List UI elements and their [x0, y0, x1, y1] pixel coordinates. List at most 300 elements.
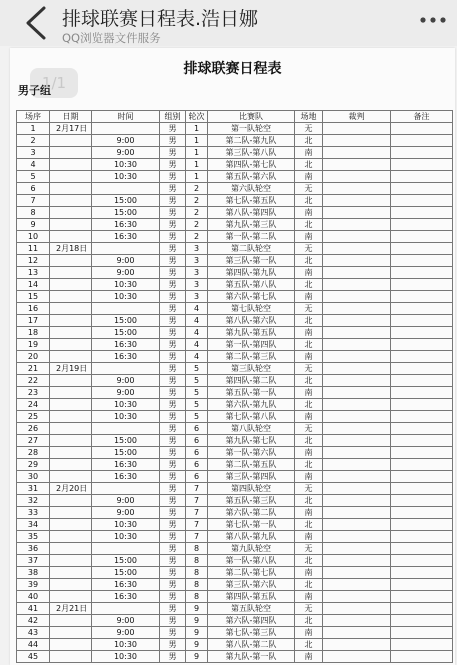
- table-cell: [323, 567, 391, 579]
- table-cell: [323, 243, 391, 255]
- table-cell: 男: [160, 207, 186, 219]
- table-cell: 第一队-第二队: [208, 231, 295, 243]
- table-cell: 北: [295, 135, 323, 147]
- section-label: 男子组: [18, 84, 51, 97]
- table-cell: 15:00: [92, 435, 160, 447]
- table-row: [17, 123, 453, 135]
- table-cell: [323, 483, 391, 495]
- table-row: [17, 387, 453, 399]
- table-cell: [323, 195, 391, 207]
- table-cell: [391, 615, 453, 627]
- table-cell: [323, 387, 391, 399]
- table-cell: 3: [17, 147, 50, 159]
- table-row: [17, 207, 453, 219]
- table-row: [17, 255, 453, 267]
- table-cell: 北: [295, 435, 323, 447]
- table-cell: 无: [295, 423, 323, 435]
- table-cell: [323, 435, 391, 447]
- table-cell: [50, 447, 92, 459]
- table-cell: 男: [160, 231, 186, 243]
- column-header: 组别: [160, 111, 186, 123]
- table-cell: 南: [295, 591, 323, 603]
- table-cell: [50, 267, 92, 279]
- table-cell: 北: [295, 615, 323, 627]
- table-row: [17, 555, 453, 567]
- table-row: [17, 639, 453, 651]
- table-row: [17, 519, 453, 531]
- table-cell: 无: [295, 483, 323, 495]
- table-cell: [323, 171, 391, 183]
- table-row: [17, 159, 453, 171]
- table-row: [17, 183, 453, 195]
- table-cell: [391, 639, 453, 651]
- column-header: 比赛队: [208, 111, 295, 123]
- table-cell: 男: [160, 315, 186, 327]
- table-cell: 10:30: [92, 291, 160, 303]
- table-cell: 16:30: [92, 231, 160, 243]
- table-cell: 8: [186, 591, 208, 603]
- table-cell: [50, 339, 92, 351]
- table-row: [17, 147, 453, 159]
- table-cell: 22: [17, 375, 50, 387]
- table-cell: 4: [186, 327, 208, 339]
- table-cell: 第一队-第八队: [208, 555, 295, 567]
- table-cell: 1: [186, 147, 208, 159]
- table-cell: 第六队-第二队: [208, 507, 295, 519]
- table-cell: 男: [160, 447, 186, 459]
- table-cell: 男: [160, 627, 186, 639]
- table-cell: 北: [295, 375, 323, 387]
- table-cell: 4: [186, 315, 208, 327]
- table-cell: 3: [186, 267, 208, 279]
- table-cell: 南: [295, 327, 323, 339]
- table-cell: 3: [186, 255, 208, 267]
- table-cell: 9:00: [92, 255, 160, 267]
- table-cell: [50, 471, 92, 483]
- table-cell: 第三队-第八队: [208, 147, 295, 159]
- table-row: [17, 603, 453, 615]
- table-cell: 6: [186, 459, 208, 471]
- table-cell: [391, 387, 453, 399]
- table-cell: [323, 339, 391, 351]
- table-cell: [50, 183, 92, 195]
- table-cell: [50, 171, 92, 183]
- table-cell: 北: [295, 279, 323, 291]
- table-cell: 第八队-第六队: [208, 315, 295, 327]
- table-cell: [323, 471, 391, 483]
- table-header-row: [17, 111, 453, 123]
- table-cell: 男: [160, 363, 186, 375]
- table-row: [17, 411, 453, 423]
- table-cell: 第八队-第九队: [208, 531, 295, 543]
- table-cell: [391, 279, 453, 291]
- table-cell: 16:30: [92, 579, 160, 591]
- table-cell: 第九队-第七队: [208, 435, 295, 447]
- table-cell: 无: [295, 243, 323, 255]
- table-cell: [391, 651, 453, 663]
- table-cell: 5: [186, 375, 208, 387]
- table-cell: 25: [17, 411, 50, 423]
- table-cell: 2月18日: [50, 243, 92, 255]
- table-cell: 10: [17, 231, 50, 243]
- table-cell: 男: [160, 255, 186, 267]
- table-cell: 15:00: [92, 327, 160, 339]
- table-cell: [323, 135, 391, 147]
- table-cell: 3: [186, 291, 208, 303]
- table-cell: 男: [160, 459, 186, 471]
- table-cell: 第一队-第四队: [208, 339, 295, 351]
- table-cell: 42: [17, 615, 50, 627]
- table-cell: [391, 543, 453, 555]
- table-cell: 男: [160, 159, 186, 171]
- table-cell: [391, 291, 453, 303]
- table-cell: 43: [17, 627, 50, 639]
- table-cell: 16:30: [92, 471, 160, 483]
- table-cell: 16:30: [92, 459, 160, 471]
- table-cell: 9: [186, 603, 208, 615]
- table-cell: 15:00: [92, 447, 160, 459]
- table-cell: 男: [160, 123, 186, 135]
- table-cell: 第九队-第五队: [208, 327, 295, 339]
- table-cell: [92, 363, 160, 375]
- table-row: [17, 363, 453, 375]
- table-cell: 15:00: [92, 567, 160, 579]
- table-cell: 男: [160, 555, 186, 567]
- table-cell: 6: [186, 471, 208, 483]
- table-cell: 男: [160, 603, 186, 615]
- table-row: [17, 231, 453, 243]
- table-cell: 8: [186, 555, 208, 567]
- table-cell: 20: [17, 351, 50, 363]
- table-cell: [391, 315, 453, 327]
- table-cell: 男: [160, 147, 186, 159]
- table-cell: 39: [17, 579, 50, 591]
- table-cell: [323, 303, 391, 315]
- table-cell: [50, 351, 92, 363]
- table-cell: 南: [295, 471, 323, 483]
- table-cell: 第四队-第二队: [208, 375, 295, 387]
- table-cell: [391, 231, 453, 243]
- table-cell: [323, 579, 391, 591]
- table-cell: 10:30: [92, 171, 160, 183]
- table-cell: 男: [160, 615, 186, 627]
- table-cell: 男: [160, 291, 186, 303]
- table-cell: 南: [295, 531, 323, 543]
- table-cell: [50, 159, 92, 171]
- table-cell: [323, 315, 391, 327]
- table-cell: 南: [295, 411, 323, 423]
- table-cell: 北: [295, 579, 323, 591]
- table-row: [17, 267, 453, 279]
- table-cell: 6: [186, 447, 208, 459]
- table-cell: [323, 183, 391, 195]
- table-cell: 9:00: [92, 267, 160, 279]
- table-cell: 男: [160, 183, 186, 195]
- table-cell: 2: [186, 219, 208, 231]
- table-cell: 34: [17, 519, 50, 531]
- table-cell: [323, 327, 391, 339]
- table-cell: 14: [17, 279, 50, 291]
- table-cell: 5: [186, 399, 208, 411]
- table-cell: 4: [186, 339, 208, 351]
- table-cell: [323, 519, 391, 531]
- table-cell: [323, 495, 391, 507]
- table-cell: 36: [17, 543, 50, 555]
- table-cell: 第七队-第五队: [208, 195, 295, 207]
- table-row: [17, 531, 453, 543]
- table-cell: 24: [17, 399, 50, 411]
- table-cell: 31: [17, 483, 50, 495]
- table-cell: 2月17日: [50, 123, 92, 135]
- table-row: [17, 195, 453, 207]
- table-cell: [50, 375, 92, 387]
- table-cell: [50, 255, 92, 267]
- table-cell: [50, 627, 92, 639]
- table-cell: [323, 591, 391, 603]
- table-cell: 7: [186, 495, 208, 507]
- table-cell: [391, 171, 453, 183]
- table-cell: [391, 423, 453, 435]
- table-cell: [323, 399, 391, 411]
- table-cell: 第六队-第七队: [208, 291, 295, 303]
- table-cell: 北: [295, 159, 323, 171]
- table-cell: 无: [295, 543, 323, 555]
- table-cell: 北: [295, 399, 323, 411]
- document-page[interactable]: [10, 48, 455, 665]
- table-cell: 南: [295, 627, 323, 639]
- table-cell: [50, 411, 92, 423]
- table-cell: 44: [17, 639, 50, 651]
- table-cell: 无: [295, 303, 323, 315]
- table-cell: 第八队-第二队: [208, 639, 295, 651]
- table-cell: 北: [295, 555, 323, 567]
- table-row: [17, 543, 453, 555]
- table-cell: 8: [186, 543, 208, 555]
- table-cell: 16:30: [92, 219, 160, 231]
- table-cell: [391, 135, 453, 147]
- table-cell: 27: [17, 435, 50, 447]
- table-cell: 男: [160, 195, 186, 207]
- table-cell: 北: [295, 639, 323, 651]
- table-cell: 第五队-第一队: [208, 387, 295, 399]
- table-cell: 8: [186, 579, 208, 591]
- table-cell: [323, 531, 391, 543]
- table-cell: [391, 207, 453, 219]
- table-cell: [323, 603, 391, 615]
- table-cell: 10:30: [92, 519, 160, 531]
- table-cell: 第六队轮空: [208, 183, 295, 195]
- document-title: 排球联赛日程表: [183, 61, 282, 77]
- table-cell: 1: [186, 123, 208, 135]
- table-cell: [391, 267, 453, 279]
- table-cell: 第三队-第六队: [208, 579, 295, 591]
- table-cell: 男: [160, 507, 186, 519]
- table-cell: [92, 303, 160, 315]
- table-cell: 男: [160, 495, 186, 507]
- table-cell: [323, 351, 391, 363]
- table-cell: 男: [160, 399, 186, 411]
- table-cell: 1: [186, 171, 208, 183]
- table-cell: [391, 567, 453, 579]
- table-cell: [391, 375, 453, 387]
- table-cell: [323, 255, 391, 267]
- table-cell: 9: [186, 615, 208, 627]
- table-cell: 9:00: [92, 387, 160, 399]
- table-cell: 男: [160, 219, 186, 231]
- table-cell: 北: [295, 255, 323, 267]
- column-header: 时间: [92, 111, 160, 123]
- table-cell: 第三队-第四队: [208, 471, 295, 483]
- table-cell: 38: [17, 567, 50, 579]
- table-cell: 男: [160, 351, 186, 363]
- table-cell: 6: [186, 435, 208, 447]
- table-cell: [391, 495, 453, 507]
- table-cell: 15:00: [92, 207, 160, 219]
- table-cell: [92, 123, 160, 135]
- table-cell: [50, 195, 92, 207]
- table-cell: 30: [17, 471, 50, 483]
- table-cell: 第七队-第八队: [208, 411, 295, 423]
- back-arrow-icon[interactable]: [22, 4, 50, 42]
- table-row: [17, 579, 453, 591]
- table-cell: 9:00: [92, 147, 160, 159]
- table-cell: [50, 387, 92, 399]
- table-cell: [323, 555, 391, 567]
- table-cell: 9:00: [92, 615, 160, 627]
- table-cell: 3: [186, 243, 208, 255]
- table-cell: [50, 555, 92, 567]
- table-row: [17, 567, 453, 579]
- column-header: 场地: [295, 111, 323, 123]
- table-cell: 男: [160, 639, 186, 651]
- table-cell: 6: [17, 183, 50, 195]
- table-cell: [391, 399, 453, 411]
- table-cell: 第一队-第六队: [208, 447, 295, 459]
- table-cell: 第二队-第五队: [208, 459, 295, 471]
- table-cell: 1: [17, 123, 50, 135]
- table-cell: 9:00: [92, 507, 160, 519]
- table-cell: 第八队-第四队: [208, 207, 295, 219]
- table-cell: [323, 279, 391, 291]
- column-header: 裁判: [323, 111, 391, 123]
- table-cell: [323, 231, 391, 243]
- table-row: [17, 435, 453, 447]
- table-cell: [391, 447, 453, 459]
- column-header: 轮次: [186, 111, 208, 123]
- table-cell: 16:30: [92, 351, 160, 363]
- table-cell: 南: [295, 567, 323, 579]
- table-row: [17, 495, 453, 507]
- table-row: [17, 135, 453, 147]
- table-cell: [391, 243, 453, 255]
- table-cell: [50, 519, 92, 531]
- table-cell: 第五队轮空: [208, 603, 295, 615]
- table-cell: 无: [295, 183, 323, 195]
- table-cell: 15:00: [92, 315, 160, 327]
- table-cell: 南: [295, 291, 323, 303]
- table-cell: 1: [186, 135, 208, 147]
- table-cell: 男: [160, 651, 186, 663]
- table-cell: 2: [186, 207, 208, 219]
- table-cell: [391, 507, 453, 519]
- table-cell: 第三队轮空: [208, 363, 295, 375]
- table-cell: [50, 615, 92, 627]
- table-cell: 南: [295, 387, 323, 399]
- column-header: 日期: [50, 111, 92, 123]
- table-cell: [92, 243, 160, 255]
- table-cell: [323, 207, 391, 219]
- table-row: [17, 303, 453, 315]
- table-cell: 无: [295, 123, 323, 135]
- table-cell: 男: [160, 483, 186, 495]
- table-cell: [391, 255, 453, 267]
- table-cell: 13: [17, 267, 50, 279]
- table-cell: 第五队-第六队: [208, 171, 295, 183]
- table-cell: [50, 591, 92, 603]
- column-header: 备注: [391, 111, 453, 123]
- table-cell: [391, 195, 453, 207]
- table-cell: [391, 519, 453, 531]
- table-cell: 第九队轮空: [208, 543, 295, 555]
- table-cell: 北: [295, 339, 323, 351]
- table-cell: 19: [17, 339, 50, 351]
- table-cell: 15:00: [92, 555, 160, 567]
- table-cell: [323, 447, 391, 459]
- table-cell: 9: [186, 651, 208, 663]
- table-row: [17, 351, 453, 363]
- table-cell: 7: [186, 531, 208, 543]
- table-cell: 4: [186, 303, 208, 315]
- table-cell: [391, 147, 453, 159]
- table-cell: [323, 639, 391, 651]
- table-cell: [92, 423, 160, 435]
- table-cell: 南: [295, 267, 323, 279]
- table-cell: [391, 483, 453, 495]
- table-cell: 男: [160, 411, 186, 423]
- table-cell: 15:00: [92, 195, 160, 207]
- table-cell: 4: [186, 351, 208, 363]
- table-cell: [50, 567, 92, 579]
- table-cell: 6: [186, 423, 208, 435]
- table-cell: 男: [160, 387, 186, 399]
- table-cell: 28: [17, 447, 50, 459]
- table-cell: 3: [186, 279, 208, 291]
- table-cell: 男: [160, 435, 186, 447]
- table-row: [17, 219, 453, 231]
- table-row: [17, 399, 453, 411]
- table-cell: 男: [160, 243, 186, 255]
- table-cell: [50, 135, 92, 147]
- table-row: [17, 375, 453, 387]
- top-bar: [0, 0, 457, 46]
- table-cell: [391, 459, 453, 471]
- table-cell: 18: [17, 327, 50, 339]
- table-cell: 5: [186, 387, 208, 399]
- table-cell: [50, 231, 92, 243]
- table-cell: [391, 579, 453, 591]
- table-cell: 第四队-第九队: [208, 267, 295, 279]
- column-header: 场序: [17, 111, 50, 123]
- table-row: [17, 327, 453, 339]
- table-cell: [323, 123, 391, 135]
- table-cell: 29: [17, 459, 50, 471]
- table-cell: [50, 531, 92, 543]
- table-cell: 7: [186, 519, 208, 531]
- table-cell: 男: [160, 579, 186, 591]
- table-cell: 2: [186, 183, 208, 195]
- more-options-icon[interactable]: [418, 10, 448, 30]
- table-cell: 10:30: [92, 399, 160, 411]
